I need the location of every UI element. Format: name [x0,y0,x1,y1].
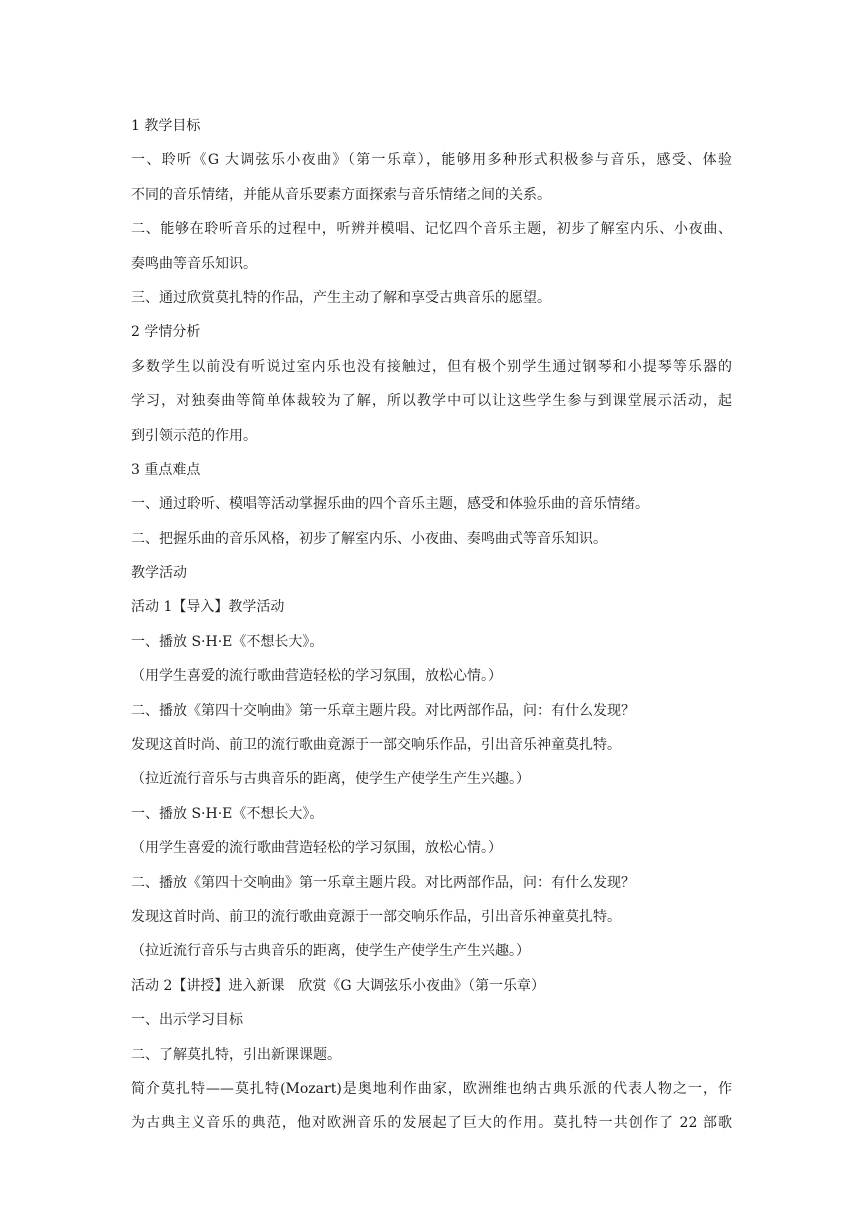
paragraph-line: 二、播放《第四十交响曲》第一乐章主题片段。对比两部作品，问：有什么发现？ [131,702,635,719]
paragraph-line: 二、把握乐曲的音乐风格，初步了解室内乐、小夜曲、奏鸣曲式等音乐知识。 [131,530,607,547]
paragraph-line: 一、通过聆听、模唱等活动掌握乐曲的四个音乐主题，感受和体验乐曲的音乐情绪。 [131,496,649,513]
section-heading-key-points: 3 重点难点 [131,461,201,478]
paragraph-line: 二、播放《第四十交响曲》第一乐章主题片段。对比两部作品，问：有什么发现？ [131,874,635,891]
paragraph-line: （拉近流行音乐与古典音乐的距离，使学生产使学生产生兴趣。） [131,771,530,788]
section-heading-student-analysis: 2 学情分析 [131,324,201,341]
paragraph-line: 多数学生以前没有听说过室内乐也没有接触过，但有极个别学生通过钢琴和小提琴等乐器的 [131,358,732,375]
paragraph-line: 奏鸣曲等音乐知识。 [131,255,257,272]
section-heading-teaching-goals: 1 教学目标 [131,118,201,134]
paragraph-line: 一、聆听《G 大调弦乐小夜曲》（第一乐章），能够用多种形式积极参与音乐，感受、体验 [131,152,732,169]
paragraph-line: 一、播放 S·H·E《不想长大》。 [131,633,324,650]
activity-heading: 活动 1【导入】教学活动 [131,599,285,616]
paragraph-line: 二、了解莫扎特，引出新课课题。 [131,1046,341,1063]
paragraph-line: （用学生喜爱的流行歌曲营造轻松的学习氛围，放松心情。） [131,840,502,857]
paragraph-line: 发现这首时尚、前卫的流行歌曲竟源于一部交响乐作品，引出音乐神童莫扎特。 [131,737,621,754]
paragraph-line: （用学生喜爱的流行歌曲营造轻松的学习氛围，放松心情。） [131,668,502,685]
paragraph-line: 简介莫扎特——莫扎特(Mozart)是奥地利作曲家，欧洲维也纳古典乐派的代表人物之一，作 [131,1080,732,1097]
paragraph-line: 二、能够在聆听音乐的过程中，听辨并模唱、记忆四个音乐主题，初步了解室内乐、小夜曲、 [131,221,732,238]
paragraph-line: 不同的音乐情绪，并能从音乐要素方面探索与音乐情绪之间的关系。 [131,186,551,203]
activity-heading: 活动 2【讲授】进入新课 欣赏《G 大调弦乐小夜曲》（第一乐章） [131,977,545,994]
paragraph-line: 三、通过欣赏莫扎特的作品，产生主动了解和享受古典音乐的愿望。 [131,289,551,306]
paragraph-line: 学习，对独奏曲等简单体裁较为了解，所以教学中可以让这些学生参与到课堂展示活动，起 [131,393,732,410]
section-heading-activities: 教学活动 [131,565,187,582]
paragraph-line: 到引领示范的作用。 [131,427,257,444]
paragraph-line: （拉近流行音乐与古典音乐的距离，使学生产使学生产生兴趣。） [131,943,530,960]
paragraph-line: 一、出示学习目标 [131,1012,243,1029]
document-page [131,109,732,1141]
paragraph-line: 一、播放 S·H·E《不想长大》。 [131,805,324,822]
paragraph-line: 发现这首时尚、前卫的流行歌曲竟源于一部交响乐作品，引出音乐神童莫扎特。 [131,908,621,925]
paragraph-line: 为古典主义音乐的典范，他对欧洲音乐的发展起了巨大的作用。莫扎特一共创作了 22 部歌 [131,1115,732,1132]
